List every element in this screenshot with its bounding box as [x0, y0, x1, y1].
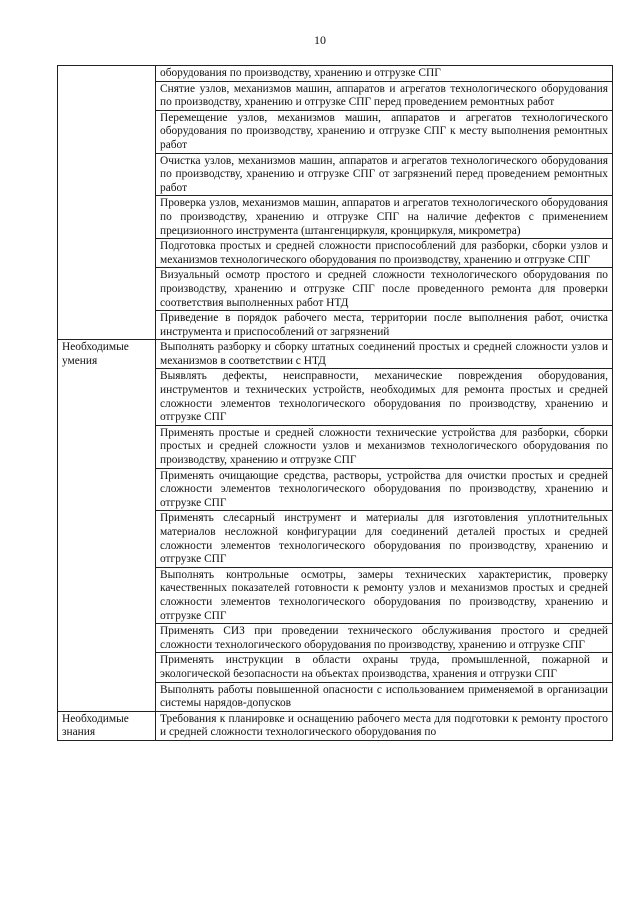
requirement-text: Применять простые и средней сложности технические устройства для разборки, сборки простых и средней сложности узлов и механизмов технологического оборудования по производству, хранению и отгрузке СПГ [156, 425, 613, 468]
requirement-text: Выполнять контрольные осмотры, замеры технических характеристик, проверку качественных показателей готовности к ремонту узлов и механизмов простых и средней сложности элементов технологического оборудования по производству, хранению и отгрузке СПГ [156, 567, 613, 623]
requirement-text: Приведение в порядок рабочего места, территории после выполнения работ, очистка инструмента и приспособлений от загрязнений [156, 311, 613, 340]
requirement-text: Перемещение узлов, механизмов машин, аппаратов и агрегатов технологического оборудования по производству, хранению и отгрузке СПГ к месту выполнения ремонтных работ [156, 110, 613, 153]
requirement-text: Подготовка простых и средней сложности приспособлений для разборки, сборки узлов и механизмов технологического оборудования по производству, хранению и отгрузке СПГ [156, 239, 613, 268]
requirement-text: Проверка узлов, механизмов машин, аппаратов и агрегатов технологического оборудования по производству, хранению и отгрузке СПГ на наличие дефектов с применением прецизионного инструмента (штангенциркуля, кронциркуля, микрометра) [156, 196, 613, 239]
requirement-text: Применять очищающие средства, растворы, устройства для очистки простых и средней сложности элементов технологического оборудования по производству, хранению и отгрузке СПГ [156, 468, 613, 511]
requirement-text: Выявлять дефекты, неисправности, механические повреждения оборудования, инструментов и технических устройств, необходимых для ремонта простых и средней сложности элементов технологического оборудования по производству, хранению и отгрузке СПГ [156, 369, 613, 425]
requirement-text: Требования к планировке и оснащению рабочего места для подготовки к ремонту простого и средней сложности технологического оборудования по [156, 711, 613, 740]
requirement-text: Применять слесарный инструмент и материалы для изготовления уплотнительных материалов несложной конфигурации для соединений деталей простых и средней сложности элементов технологического оборудования по производству, хранению и отгрузке СПГ [156, 511, 613, 567]
requirement-text: Применять инструкции в области охраны труда, промышленной, пожарной и экологической безопасности на объектах производства, хранения и отгрузки СПГ [156, 653, 613, 682]
table-row [58, 340, 613, 369]
requirement-text: оборудования по производству, хранению и отгрузке СПГ [156, 66, 613, 82]
requirement-text: Применять СИЗ при проведении технического обслуживания простого и средней сложности технологического оборудования по производству, хранению и отгрузке СПГ [156, 624, 613, 653]
section-label: Необходимые умения [58, 340, 156, 711]
page-number: 10 [314, 33, 326, 47]
requirement-text: Выполнять разборку и сборку штатных соединений простых и средней сложности узлов и механизмов в соответствии с НТД [156, 340, 613, 369]
requirement-text: Очистка узлов, механизмов машин, аппаратов и агрегатов технологического оборудования по производству, хранению и отгрузке СПГ от загрязнений перед проведением ремонтных работ [156, 153, 613, 196]
section-label [58, 66, 156, 340]
requirement-text: Снятие узлов, механизмов машин, аппаратов и агрегатов технологического оборудования по производству, хранению и отгрузке СПГ перед проведением ремонтных работ [156, 81, 613, 110]
requirement-text: Выполнять работы повышенной опасности с использованием применяемой в организации системы нарядов-допусков [156, 682, 613, 711]
requirement-text: Визуальный осмотр простого и средней сложности технологического оборудования по производству, хранению и отгрузке СПГ после проведенного ремонта для проверки соответствия выполненных работ НТД [156, 268, 613, 311]
table-row [58, 711, 613, 740]
section-label: Необходимые знания [58, 711, 156, 740]
competency-table [57, 65, 613, 741]
table-row [58, 66, 613, 82]
